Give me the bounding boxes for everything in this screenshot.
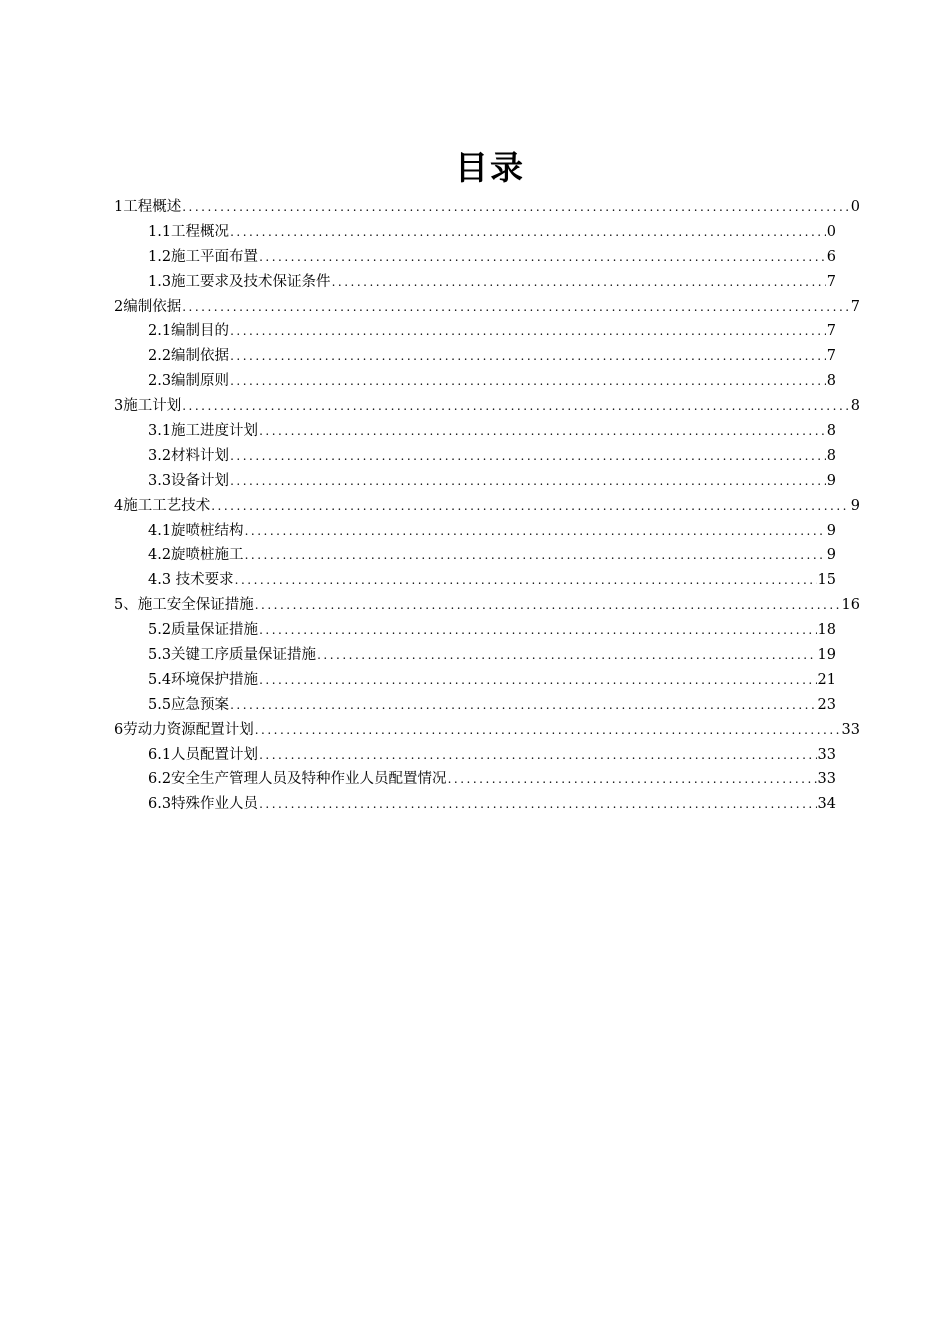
toc-entry-page-number: 7: [850, 298, 860, 315]
toc-entry-page-number: 7: [826, 273, 836, 290]
toc-entry[interactable]: [0, 319, 836, 344]
toc-entry-page-number: 0: [826, 223, 836, 240]
toc-entry[interactable]: [0, 195, 860, 220]
toc-entry-label: 6.2安全生产管理人员及特种作业人员配置情况: [148, 771, 447, 788]
toc-dot-leader: [255, 718, 841, 743]
toc-entry-label: 1.2施工平面布置: [148, 248, 259, 265]
toc-dot-leader: [230, 220, 826, 245]
toc-dot-leader: [182, 295, 850, 320]
toc-entry-label: 1.1工程概况: [148, 223, 230, 240]
toc-entry-page-number: 8: [850, 398, 860, 415]
toc-entry-label: 2.1编制目的: [148, 323, 230, 340]
toc-entry-label: 6.1人员配置计划: [148, 746, 259, 763]
toc-entry[interactable]: [0, 295, 860, 320]
toc-entry-label: 1工程概述: [114, 199, 182, 215]
toc-entry-page-number: 15: [817, 572, 836, 589]
toc-entry[interactable]: [0, 543, 836, 568]
toc-entry-page-number: 7: [826, 348, 836, 365]
toc-entry[interactable]: [0, 394, 860, 419]
toc-dot-leader: [259, 419, 826, 444]
toc-dot-leader: [235, 568, 817, 593]
toc-entry-label: 5.2质量保证措施: [148, 622, 259, 639]
toc-entry-label: 2编制依据: [114, 298, 182, 315]
toc-entry[interactable]: [0, 568, 836, 593]
toc-entry[interactable]: [0, 693, 836, 718]
toc-entry-page-number: 33: [817, 771, 836, 788]
toc-entry[interactable]: [0, 245, 836, 270]
toc-dot-leader: [230, 693, 816, 718]
toc-entry-label: 3.3设备计划: [148, 472, 230, 489]
toc-entry-label: 1.3施工要求及技术保证条件: [148, 273, 331, 290]
toc-entry-page-number: 33: [841, 721, 860, 738]
toc-dot-leader: [317, 643, 816, 668]
toc-dot-leader: [230, 469, 826, 494]
toc-entry-label: 4.2旋喷桩施工: [148, 547, 244, 564]
toc-entry-page-number: 23: [817, 696, 836, 713]
toc-entry-page-number: 8: [826, 423, 836, 440]
toc-dot-leader: [259, 245, 826, 270]
toc-entry-page-number: 6: [826, 248, 836, 265]
toc-dot-leader: [448, 767, 817, 792]
toc-entry[interactable]: [0, 270, 836, 295]
toc-entry[interactable]: [0, 220, 836, 245]
toc-entry-label: 3施工计划: [114, 398, 182, 415]
toc-dot-leader: [245, 519, 826, 544]
toc-entry[interactable]: [0, 593, 860, 618]
toc-dot-leader: [332, 270, 826, 295]
table-of-contents: [0, 195, 950, 817]
toc-entry-page-number: 9: [826, 547, 836, 564]
toc-dot-leader: [230, 344, 826, 369]
toc-entry[interactable]: [0, 668, 836, 693]
toc-entry-label: 2.3编制原则: [148, 373, 230, 390]
toc-entry-page-number: 9: [850, 497, 860, 514]
toc-entry-page-number: 8: [826, 373, 836, 390]
toc-entry-page-number: 16: [841, 597, 860, 614]
toc-entry[interactable]: [0, 369, 836, 394]
toc-entry[interactable]: [0, 344, 836, 369]
toc-entry[interactable]: [0, 792, 836, 817]
toc-entry-label: 6.3特殊作业人员: [148, 796, 259, 813]
toc-entry[interactable]: [0, 767, 836, 792]
toc-dot-leader: [182, 394, 850, 419]
toc-entry-label: 5.3关键工序质量保证措施: [148, 647, 317, 664]
toc-entry[interactable]: [0, 444, 836, 469]
toc-dot-leader: [182, 195, 850, 220]
toc-entry-page-number: 34: [817, 796, 836, 813]
toc-dot-leader: [259, 743, 816, 768]
toc-entry-label: 6劳动力资源配置计划: [114, 721, 254, 738]
toc-entry-label: 4施工工艺技术: [114, 497, 211, 514]
toc-dot-leader: [230, 319, 826, 344]
toc-title: 目录: [455, 148, 525, 187]
toc-entry-label: 5.5应急预案: [148, 696, 230, 713]
toc-dot-leader: [255, 593, 841, 618]
toc-dot-leader: [230, 444, 826, 469]
toc-entry-label: 4.1旋喷桩结构: [148, 522, 244, 539]
toc-entry[interactable]: [0, 494, 860, 519]
toc-dot-leader: [211, 494, 850, 519]
toc-entry-label: 3.1施工进度计划: [148, 423, 259, 440]
toc-entry-page-number: 9: [826, 472, 836, 489]
toc-entry[interactable]: [0, 743, 836, 768]
toc-entry[interactable]: [0, 618, 836, 643]
toc-dot-leader: [245, 543, 826, 568]
toc-entry-page-number: 0: [850, 199, 860, 215]
toc-entry-page-number: 18: [817, 622, 836, 639]
toc-entry-label: 5、施工安全保证措施: [114, 597, 254, 614]
toc-dot-leader: [259, 668, 816, 693]
toc-entry-page-number: 7: [826, 323, 836, 340]
toc-dot-leader: [230, 369, 826, 394]
toc-dot-leader: [259, 618, 816, 643]
toc-entry-label: 5.4环境保护措施: [148, 671, 259, 688]
toc-entry-label: 4.3 技术要求: [148, 572, 234, 589]
toc-dot-leader: [259, 792, 816, 817]
toc-entry-page-number: 33: [817, 746, 836, 763]
toc-entry[interactable]: [0, 469, 836, 494]
toc-entry-page-number: 8: [826, 447, 836, 464]
toc-entry[interactable]: [0, 643, 836, 668]
toc-entry[interactable]: [0, 519, 836, 544]
toc-entry[interactable]: [0, 718, 860, 743]
toc-entry-page-number: 19: [817, 647, 836, 664]
toc-entry-label: 3.2材料计划: [148, 447, 230, 464]
toc-entry-page-number: 21: [817, 671, 836, 688]
toc-entry[interactable]: [0, 419, 836, 444]
toc-entry-page-number: 9: [826, 522, 836, 539]
toc-entry-label: 2.2编制依据: [148, 348, 230, 365]
